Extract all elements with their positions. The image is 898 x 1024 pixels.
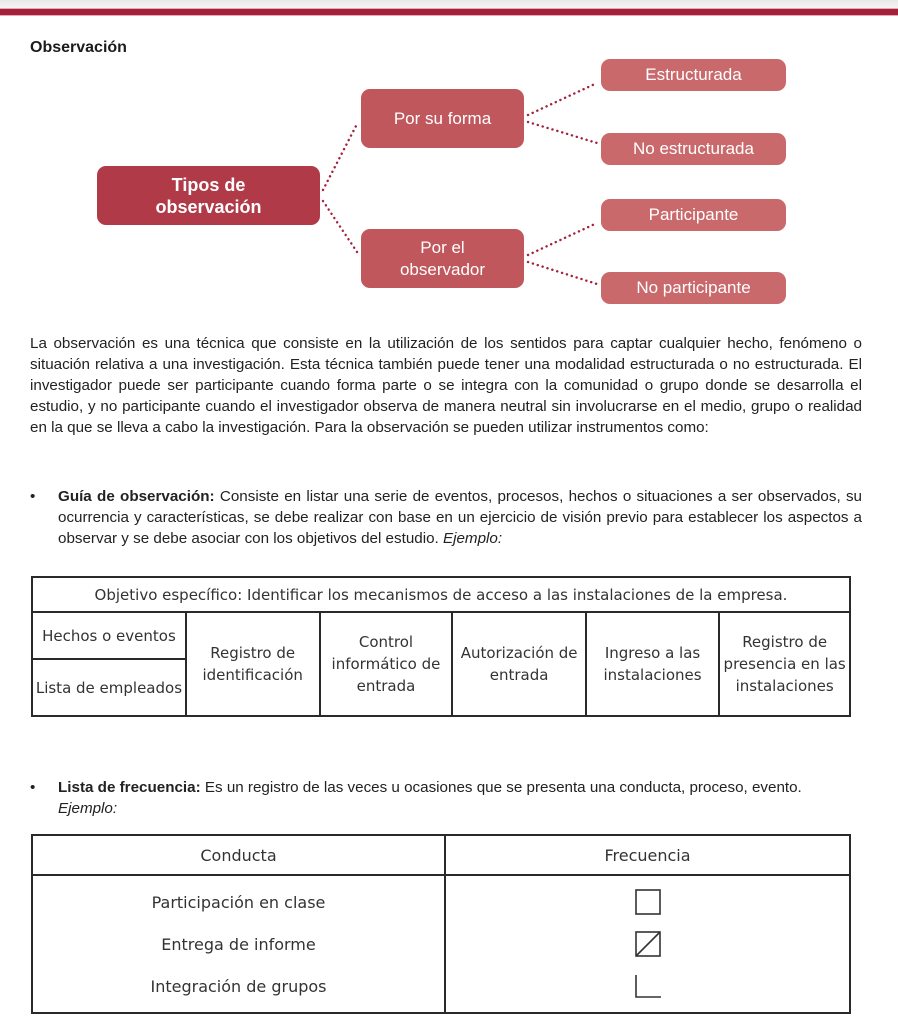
leaf-label: Estructurada [645,65,742,84]
connector-forma-estructurada [528,83,597,115]
diagram-branch-observador [361,229,524,288]
table-row [32,965,850,1013]
branch-label: Por su forma [393,108,492,128]
bullet-body: Consiste en listar una serie de eventos, procesos, hechos o situaciones a ser observados, su ocurrencia y características, se debe realizar con base en un ejercicio de visión previo para establecer los aspectos a observar y se debe asociar con los objetivos del estudio. [58,488,862,547]
bullet-text [58,486,862,549]
guide-column-cell: Autorización de entrada [452,612,585,716]
diagram-leaf-no-estructurada [601,133,786,165]
diagram-root-label: Tipos de observación [155,174,262,217]
tally-cell [445,923,850,965]
conduct-cell: Integración de grupos [32,965,445,1013]
tally-box-icon [635,889,661,915]
leaf-label: Participante [648,205,739,224]
connector-root-observador [323,201,357,252]
guide-column-cell: Ingreso a las instalaciones [586,612,720,716]
row-header-events: Hechos o eventos [32,612,186,659]
tally-cell [445,875,850,923]
bullet-example: Ejemplo: [58,800,118,817]
observation-guide-table [31,576,851,717]
frequency-table [31,834,851,1014]
top-shade [0,0,898,9]
branch-label: Por el observador [399,237,486,279]
bullet-term: Guía de observación: [58,488,215,505]
header-frecuencia: Frecuencia [445,835,850,875]
diagram-leaf-no-participante [601,272,786,304]
bullet-term: Lista de frecuencia: [58,779,201,796]
bullet-example: Ejemplo: [442,530,503,547]
guide-column-cell: Control informático de entrada [320,612,453,716]
tally-cell [445,965,850,1013]
bullet-dot: • [30,779,36,796]
connector-root-forma [323,124,357,190]
row-header-employees: Lista de empleados [32,659,186,716]
diagram-branch-forma [361,89,524,148]
bullet-lista-frecuencia [30,777,862,819]
leaf-label: No participante [636,278,751,297]
header-accent-bar [0,9,898,15]
connector-observador-no-participante [528,262,597,284]
table-row [32,875,850,923]
bullet-body: Es un registro de las veces u ocasiones que se presenta una conducta, proceso, evento. [200,779,802,796]
intro-paragraph: La observación es una técnica que consiste en la utilización de los sentidos para captar cualquier hecho, fenómeno o situación relativa a una investigación. Esta técnica también puede tener una modalidad estructurada o no estructurada. El investigador puede ser participante cuando forma parte o se integra con la comunidad o grupo donde se desarrolla el estudio, y no participante cuando el investigador observa de manera neutral sin involucrarse en el medio, grupo o realidad en la que se lleva a cabo la investigación. Para la observación se pueden utilizar instrumentos como: [30,335,862,436]
conduct-cell: Participación en clase [32,875,445,923]
tally-box-diagonal-icon [635,931,661,957]
guide-column-cell: Registro de presencia en las instalaciones [719,612,850,716]
leaf-label: No estructurada [633,139,754,158]
header-conducta: Conducta [32,835,445,875]
table-row [32,923,850,965]
diagram-root-node [97,166,320,225]
objective-cell: Objetivo específico: Identificar los mecanismos de acceso a las instalaciones de la empresa. [32,577,850,612]
conduct-cell: Entrega de informe [32,923,445,965]
tally-two-strokes-icon [635,973,661,999]
diagram-leaf-estructurada [601,59,786,91]
bullet-guia-observacion [30,486,862,549]
guide-column-cell: Registro de identificación [186,612,320,716]
diagram-leaf-participante [601,199,786,231]
bullet-dot: • [30,488,36,505]
connector-forma-no-estructurada [528,122,597,143]
section-title: Observación [30,39,127,56]
connector-observador-participante [528,223,597,255]
bullet-text [58,777,862,819]
